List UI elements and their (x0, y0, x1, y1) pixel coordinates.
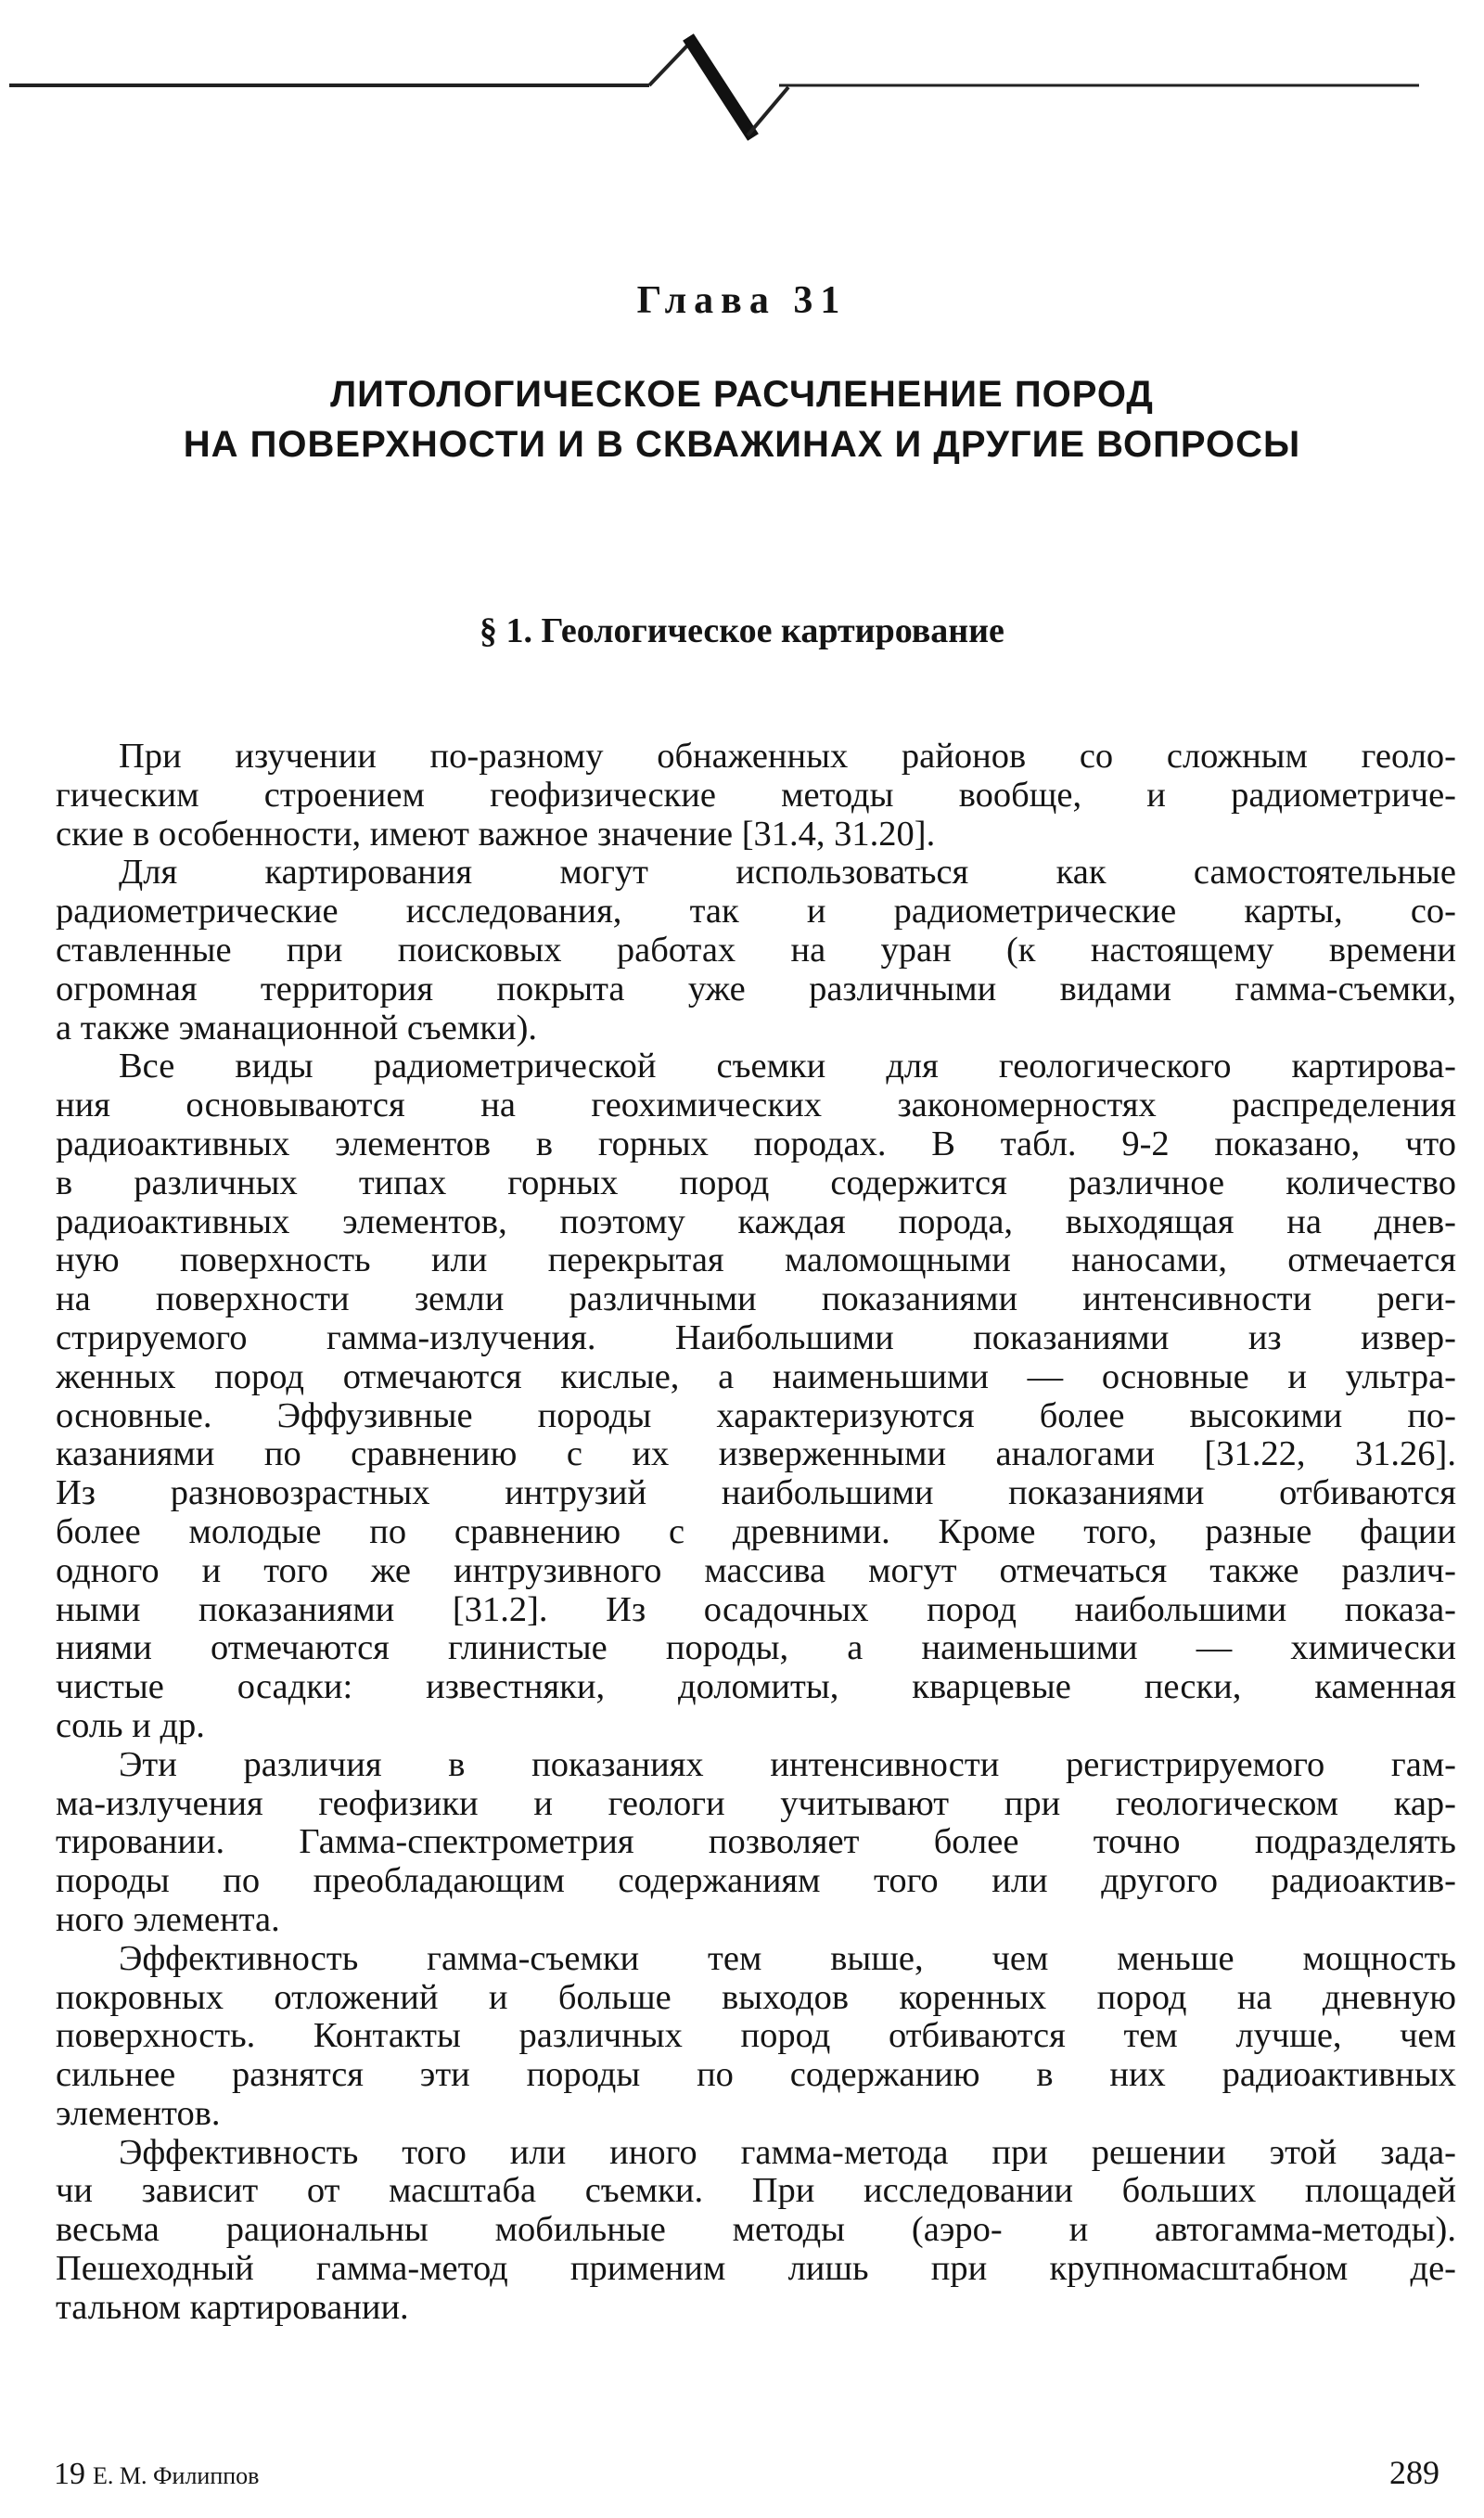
text-line: одного и того же интрузивного массива могут отмечаться также различ- (56, 1551, 1456, 1590)
paragraph (56, 2134, 1456, 2328)
text-line: Пешеходный гамма-метод применим лишь при крупномасштабном де- (56, 2250, 1456, 2289)
text-line: сильнее разнятся эти породы по содержанию в них радиоактивных (56, 2056, 1456, 2095)
signature-author: Е. М. Филиппов (93, 2462, 260, 2489)
text-line: женных пород отмечаются кислые, а наименьшими — основные и ультра- (56, 1357, 1456, 1396)
text-line: огромная территория покрыта уже различными видами гамма-съемки, (56, 970, 1456, 1008)
text-line: При изучении по-разному обнаженных районов со сложным геоло- (119, 738, 1456, 776)
text-line: чистые осадки: известняки, доломиты, кварцевые пески, каменная (56, 1668, 1456, 1707)
paragraph (56, 738, 1456, 854)
text-line: тальном картировании. (56, 2288, 409, 2327)
text-line: ными показаниями [31.2]. Из осадочных пород наибольшими показа- (56, 1590, 1456, 1629)
text-line: ния основываются на геохимических закономерностях распределения (56, 1086, 1456, 1125)
chapter-ornament-icon (0, 0, 1484, 167)
chapter-title-line-1: ЛИТОЛОГИЧЕСКОЕ РАСЧЛЕНЕНИЕ ПОРОД (330, 374, 1154, 415)
text-line: Эффективность гамма-съемки тем выше, чем меньше мощность (119, 1939, 1456, 1978)
text-line: Для картирования могут использоваться как самостоятельные (119, 854, 1456, 893)
body-text (56, 738, 1456, 2328)
text-line: соль и др. (56, 1706, 205, 1745)
chapter-heading: Глава 31 (636, 279, 848, 322)
text-line: ма-излучения геофизики и геологи учитывают при геологическом кар- (56, 1784, 1456, 1823)
signature-number: 19 (54, 2457, 85, 2491)
chapter-title (0, 369, 1484, 469)
paragraph (56, 854, 1456, 1047)
text-line: стрируемого гамма-излучения. Наибольшими показаниями из извер- (56, 1318, 1456, 1357)
text-line: основные. Эффузивные породы характеризуются более высокими по- (56, 1396, 1456, 1435)
text-line: Из разновозрастных интрузий наибольшими показаниями отбиваются (56, 1474, 1456, 1513)
text-line: тировании. Гамма-спектрометрия позволяет более точно подразделять (56, 1823, 1456, 1862)
text-line: радиоактивных элементов в горных породах. В табл. 9-2 показано, что (56, 1124, 1456, 1163)
text-line: ставленные при поисковых работах на уран (к настоящему времени (56, 931, 1456, 970)
text-line: гическим строением геофизические методы вообще, и радиометриче- (56, 776, 1456, 815)
page-number: 289 (1389, 2454, 1439, 2491)
paragraph (56, 1940, 1456, 2134)
text-line: радиоактивных элементов, поэтому каждая порода, выходящая на днев- (56, 1202, 1456, 1241)
text-line: казаниями по сравнению с их изверженными аналогами [31.22, 31.26]. (56, 1435, 1456, 1474)
text-line: а также эманационной съемки). (56, 1008, 538, 1047)
text-line: Все виды радиометрической съемки для геологического картирова- (119, 1047, 1456, 1086)
text-line: ного элемента. (56, 1900, 280, 1939)
text-line: ниями отмечаются глинистые породы, а наименьшими — химически (56, 1629, 1456, 1668)
paragraph (56, 1746, 1456, 1940)
chapter-title-line-2: НА ПОВЕРХНОСТИ И В СКВАЖИНАХ И ДРУГИЕ ВОПРОСЫ (183, 424, 1301, 465)
text-line: Эти различия в показаниях интенсивности регистрируемого гам- (119, 1745, 1456, 1784)
text-line: породы по преобладающим содержаниям того или другого радиоактив- (56, 1862, 1456, 1901)
text-line: весьма рациональны мобильные методы (аэро- и автогамма-методы). (56, 2211, 1456, 2250)
text-line: на поверхности земли различными показаниями интенсивности реги- (56, 1280, 1456, 1319)
text-line: Эффективность того или иного гамма-метода при решении этой зада- (119, 2133, 1456, 2172)
text-line: ские в особенности, имеют важное значение [31.4, 31.20]. (56, 815, 936, 854)
text-line: покровных отложений и больше выходов коренных пород на дневную (56, 1978, 1456, 2017)
text-line: радиометрические исследования, так и радиометрические карты, со- (56, 893, 1456, 931)
text-line: элементов. (56, 2094, 221, 2133)
section-heading: § 1. Геологическое картирование (480, 611, 1004, 650)
text-line: поверхность. Контакты различных пород отбиваются тем лучше, чем (56, 2017, 1456, 2056)
text-line: в различных типах горных пород содержится различное количество (56, 1163, 1456, 1202)
text-line: ную поверхность или перекрытая маломощными наносами, отмечается (56, 1241, 1456, 1280)
paragraph (56, 1047, 1456, 1745)
text-line: более молодые по сравнению с древними. Кроме того, разные фации (56, 1512, 1456, 1551)
signature-mark (54, 2457, 259, 2492)
text-line: чи зависит от масштаба съемки. При исследовании больших площадей (56, 2172, 1456, 2211)
